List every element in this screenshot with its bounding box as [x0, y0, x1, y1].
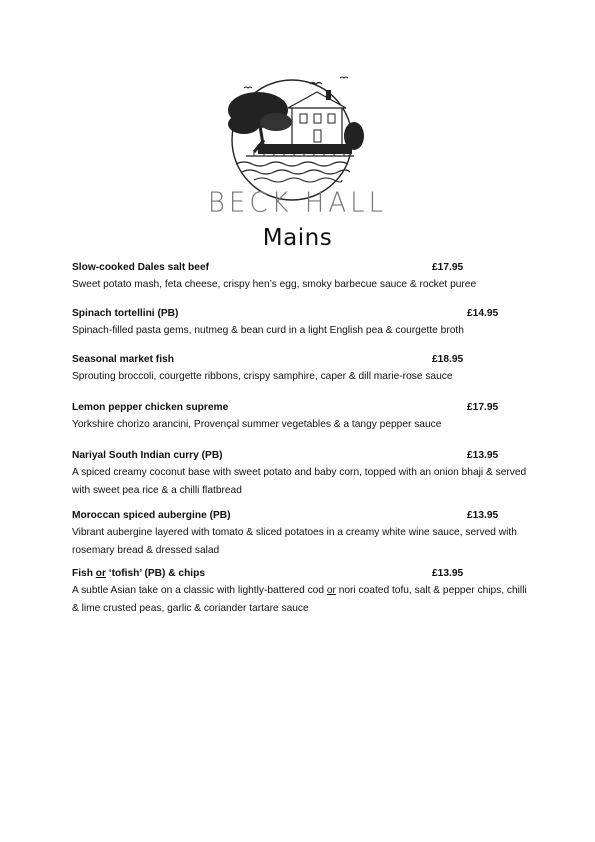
menu-item: [72, 450, 542, 499]
menu-item-description: Spinach-filled pasta gems, nutmeg & bean curd in a light English pea & courgette broth: [72, 325, 464, 336]
menu-item-price: £17.95: [432, 262, 464, 273]
menu-item-description: A subtle Asian take on a classic with lightly-battered cod or nori coated tofu, salt & pepper chips, chilli & lime crusted peas, garlic & coriander tartare sauce: [72, 585, 527, 614]
menu-item-description: Sprouting broccoli, courgette ribbons, crispy samphire, caper & dill marie-rose sauce: [72, 371, 453, 382]
menu-item: [72, 568, 542, 617]
menu-item-description: Yorkshire chorizo arancini, Provençal summer vegetables & a tangy pepper sauce: [72, 419, 442, 430]
menu-item-name: Fish or ‘tofish’ (PB) & chips: [72, 568, 206, 579]
menu-item: [72, 308, 542, 340]
menu-item-price: £18.95: [432, 354, 464, 365]
menu-item-description: Sweet potato mash, feta cheese, crispy hen’s egg, smoky barbecue sauce & rocket puree: [72, 279, 477, 290]
menu-item-price: £13.95: [432, 568, 464, 579]
menu-item-price: £17.95: [467, 402, 499, 413]
menu-item-description: Vibrant aubergine layered with tomato & sliced potatoes in a creamy white wine sauce, served with rosemary bread & dressed salad: [72, 527, 517, 556]
brand-wordmark: BECK HALL: [207, 187, 388, 219]
menu-item-description: A spiced creamy coconut base with sweet potato and baby corn, topped with an onion bhaji & served with sweet pea rice & a chilli flatbread: [72, 467, 527, 496]
menu-item-name: Moroccan spiced aubergine (PB): [72, 510, 231, 521]
menu-item-name: Slow-cooked Dales salt beef: [72, 262, 210, 273]
menu-item-name: Spinach tortellini (PB): [72, 308, 179, 319]
menu-item-price: £13.95: [467, 450, 499, 461]
page-title: Mains: [262, 225, 333, 251]
menu-item-name: Seasonal market fish: [72, 354, 174, 365]
menu-item: [72, 262, 542, 294]
menu-item: [72, 354, 542, 386]
menu-item-name: Nariyal South Indian curry (PB): [72, 450, 223, 461]
menu-item-price: £14.95: [467, 308, 499, 319]
menu-item: [72, 510, 542, 559]
menu-item-name: Lemon pepper chicken supreme: [72, 402, 229, 413]
menu-item-price: £13.95: [467, 510, 499, 521]
menu-item: [72, 402, 542, 434]
